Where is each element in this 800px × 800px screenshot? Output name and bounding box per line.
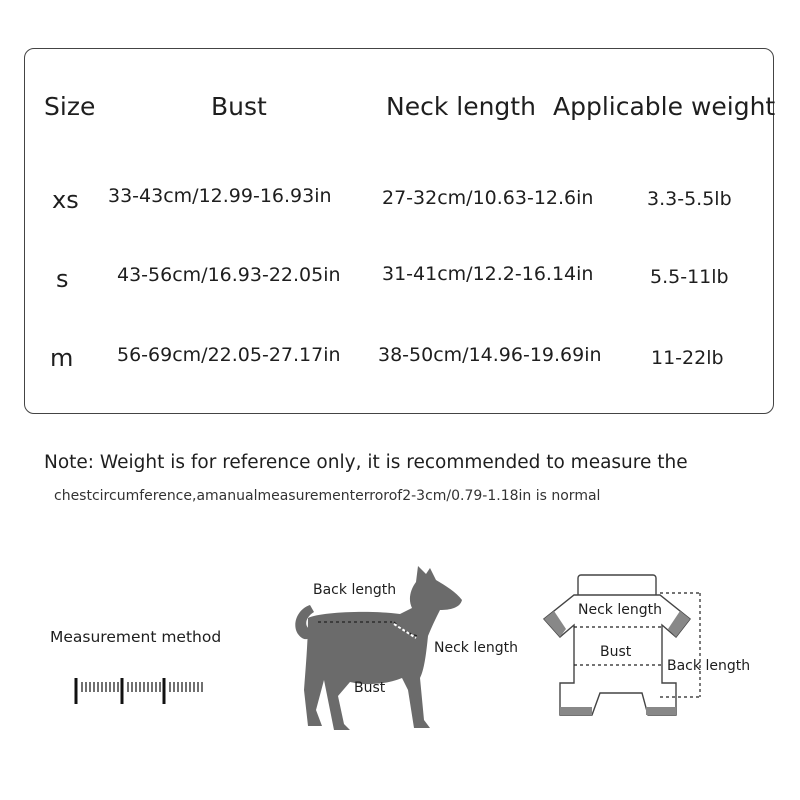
size-xs: xs bbox=[52, 186, 79, 214]
neck-xs: 27-32cm/10.63-12.6in bbox=[382, 187, 594, 209]
header-neck-length: Neck length bbox=[386, 92, 536, 121]
header-applicable-weight: Applicable weight bbox=[553, 92, 776, 121]
bust-m: 56-69cm/22.05-27.17in bbox=[117, 344, 341, 366]
bust-s: 43-56cm/16.93-22.05in bbox=[117, 264, 341, 286]
weight-m: 11-22lb bbox=[651, 347, 724, 369]
measurement-method-title: Measurement method bbox=[50, 628, 222, 646]
header-bust: Bust bbox=[211, 92, 267, 121]
garment-bust-label: Bust bbox=[600, 644, 632, 660]
dog-neck-length-label: Neck length bbox=[434, 640, 518, 656]
header-size: Size bbox=[44, 92, 96, 121]
dog-bust-label: Bust bbox=[354, 680, 386, 696]
size-s: s bbox=[56, 265, 69, 293]
note-line-2: chestcircumference,amanualmeasurementerrorof2-3cm/0.79-1.18in is normal bbox=[54, 488, 601, 504]
neck-s: 31-41cm/12.2-16.14in bbox=[382, 263, 594, 285]
dog-back-length-label: Back length bbox=[313, 582, 397, 598]
neck-m: 38-50cm/14.96-19.69in bbox=[378, 344, 602, 366]
weight-s: 5.5-11lb bbox=[650, 266, 729, 288]
ruler-icon bbox=[72, 674, 212, 710]
size-m: m bbox=[50, 344, 74, 372]
garment-neck-length-label: Neck length bbox=[578, 602, 662, 618]
note-line-1: Note: Weight is for reference only, it is recommended to measure the bbox=[44, 452, 688, 473]
garment-back-length-label: Back length bbox=[667, 658, 751, 674]
weight-xs: 3.3-5.5lb bbox=[647, 188, 732, 210]
bust-xs: 33-43cm/12.99-16.93in bbox=[108, 185, 332, 207]
